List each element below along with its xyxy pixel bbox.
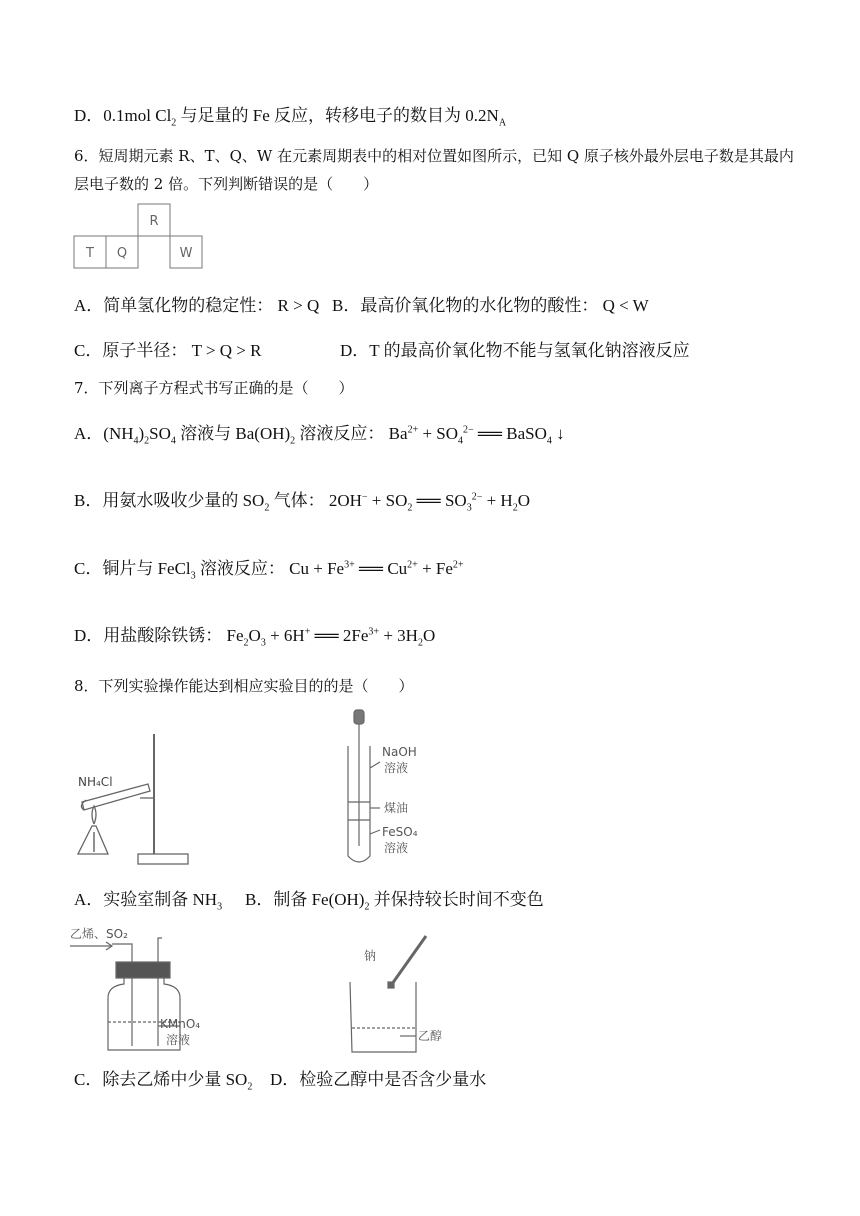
subscript: 3	[217, 901, 223, 913]
periodic-table-fragment	[70, 200, 210, 274]
q8-option-c	[74, 1070, 253, 1093]
alcohol-lamp	[78, 826, 108, 854]
formula-text: O	[422, 626, 436, 645]
superscript: 2−	[471, 491, 483, 503]
formula-text: O	[248, 626, 261, 645]
option-label: B．	[74, 491, 103, 510]
question-text: 7．下列离子方程式书写正确的是（ ）	[74, 379, 354, 397]
stopper	[116, 962, 170, 978]
subscript: 2	[247, 1081, 253, 1093]
formula-text: ══ SO	[412, 491, 467, 510]
q8-option-a	[74, 890, 223, 913]
q7-option-d	[74, 626, 436, 649]
option-text: C．除去乙烯中少量 SO	[74, 1070, 248, 1089]
lamp-flame	[92, 806, 96, 824]
formula-text: O	[517, 491, 530, 510]
option-text: B．制备 Fe(OH)	[245, 890, 365, 909]
option-text: C．原子半径： T > Q > R	[74, 341, 262, 360]
option-label: D．	[74, 626, 104, 645]
question-text: 层电子数的 2 倍。下列判断错误的是（ ）	[74, 175, 379, 193]
figure-label: 煤油	[384, 801, 409, 815]
beaker	[350, 982, 416, 1052]
subscript: 4	[458, 435, 464, 447]
superscript: 2+	[407, 559, 418, 571]
q6-option-b	[332, 296, 649, 316]
q5-option-d	[74, 106, 507, 129]
formula-text: + SO	[367, 491, 408, 510]
subscript: 2	[264, 502, 270, 514]
formula-text: (NH	[103, 424, 134, 443]
formula-text: ══ Cu	[354, 559, 408, 578]
tweezers	[392, 936, 426, 984]
subscript: 4	[546, 435, 552, 447]
option-text: D．检验乙醇中是否含少量水	[270, 1070, 487, 1089]
figure-label: 溶液	[384, 761, 409, 775]
sodium-piece	[388, 982, 394, 988]
subscript: A	[498, 117, 507, 129]
formula-text: 溶液与 Ba(OH)	[175, 424, 291, 443]
q6-option-c	[74, 341, 261, 361]
option-text: 0.1mol Cl	[103, 106, 172, 125]
subscript: 4	[133, 435, 139, 447]
subscript: 2	[243, 637, 249, 649]
figure-label: KMnO₄	[160, 1017, 201, 1031]
formula-text: + Fe	[417, 559, 453, 578]
formula-text: 铜片与 FeCl	[102, 559, 191, 578]
formula-text: 气体： 2OH	[269, 491, 362, 510]
figure-label: 溶液	[166, 1033, 191, 1047]
option-label: C．	[74, 559, 103, 578]
cell-label: Q	[116, 246, 128, 261]
figure-label: NH₄Cl	[78, 775, 113, 789]
superscript: 3+	[368, 626, 380, 638]
formula-text: ══ 2Fe	[310, 626, 369, 645]
superscript: 2+	[407, 424, 419, 436]
q7-stem	[74, 378, 354, 398]
dropper-bulb	[354, 710, 364, 724]
q6-option-d	[340, 341, 690, 361]
superscript: −	[361, 491, 368, 503]
figure-d-sodium-ethanol	[340, 930, 460, 1060]
subscript: 2	[417, 637, 423, 649]
option-text: 并保持较长时间不变色	[369, 890, 544, 909]
q6-stem-line-1	[74, 146, 794, 166]
formula-text: + 6H	[265, 626, 305, 645]
formula-text: 溶液反应： Ba	[295, 424, 408, 443]
superscript: +	[304, 626, 311, 638]
q6-stem-line-2	[74, 174, 378, 194]
formula-text: ↓	[551, 424, 565, 443]
figure-c-washing-bottle	[68, 924, 238, 1060]
question-text: 6．短周期元素 R、T、Q、W 在元素周期表中的相对位置如图所示，已知 Q 原子核外最外层电子数是其最内	[74, 147, 794, 165]
subscript: 4	[170, 435, 176, 447]
pointer	[370, 830, 380, 834]
superscript: 2+	[452, 559, 464, 571]
subscript: 3	[260, 637, 266, 649]
formula-text: SO	[149, 424, 171, 443]
figure-label: FeSO₄	[382, 825, 418, 839]
subscript: 2	[171, 117, 177, 129]
figure-b-feoh2-apparatus	[328, 706, 438, 870]
pointer	[370, 762, 380, 768]
cell-label: W	[179, 246, 193, 261]
question-text: 8．下列实验操作能达到相应实验目的的是（ ）	[74, 677, 414, 695]
option-text: D．T 的最高价氧化物不能与氢氧化钠溶液反应	[340, 341, 690, 360]
formula-text: 用氨水吸收少量的 SO	[102, 491, 265, 510]
figure-a-nh4cl-apparatus	[64, 728, 204, 870]
option-text: 与足量的 Fe 反应，转移电子的数目为 0.2N	[176, 106, 499, 125]
subscript: 3	[190, 570, 196, 582]
figure-label: 钠	[364, 949, 377, 963]
figure-label: 乙醇	[418, 1029, 443, 1043]
stand-base	[138, 854, 188, 864]
option-text: A．实验室制备 NH	[74, 890, 218, 909]
option-text: A．简单氢化物的稳定性： R > Q	[74, 296, 320, 315]
formula-text: )	[138, 424, 145, 443]
subscript: 2	[407, 502, 413, 514]
cell-label: T	[86, 246, 94, 261]
superscript: 3+	[344, 559, 355, 571]
formula-text: ══ BaSO	[473, 424, 547, 443]
formula-text: 溶液反应： Cu + Fe	[195, 559, 345, 578]
formula-text: + H	[482, 491, 513, 510]
q8-stem	[74, 676, 414, 696]
q7-option-a	[74, 424, 565, 447]
subscript: 2	[512, 502, 518, 514]
option-label: A．	[74, 424, 104, 443]
formula-text: + 3H	[379, 626, 418, 645]
subscript: 3	[466, 502, 472, 514]
q7-option-c	[74, 559, 464, 582]
subscript: 2	[290, 435, 296, 447]
figure-label: 乙烯、SO₂	[70, 927, 128, 941]
superscript: 2−	[463, 424, 474, 436]
option-label: D．	[74, 106, 104, 125]
figure-label: 溶液	[384, 841, 409, 855]
formula-text: 用盐酸除铁锈： Fe	[103, 626, 244, 645]
cell-label: R	[149, 214, 159, 229]
subscript: 2	[144, 435, 150, 447]
q8-option-d	[270, 1070, 486, 1090]
q8-option-b	[245, 890, 544, 913]
figure-label: NaOH	[382, 745, 417, 759]
formula-text: + SO	[418, 424, 459, 443]
q6-option-a	[74, 296, 319, 316]
inlet-tube	[112, 944, 132, 1046]
option-text: B．最高价氧化物的水化物的酸性： Q < W	[332, 296, 649, 315]
q7-option-b	[74, 491, 530, 514]
subscript: 2	[364, 901, 370, 913]
